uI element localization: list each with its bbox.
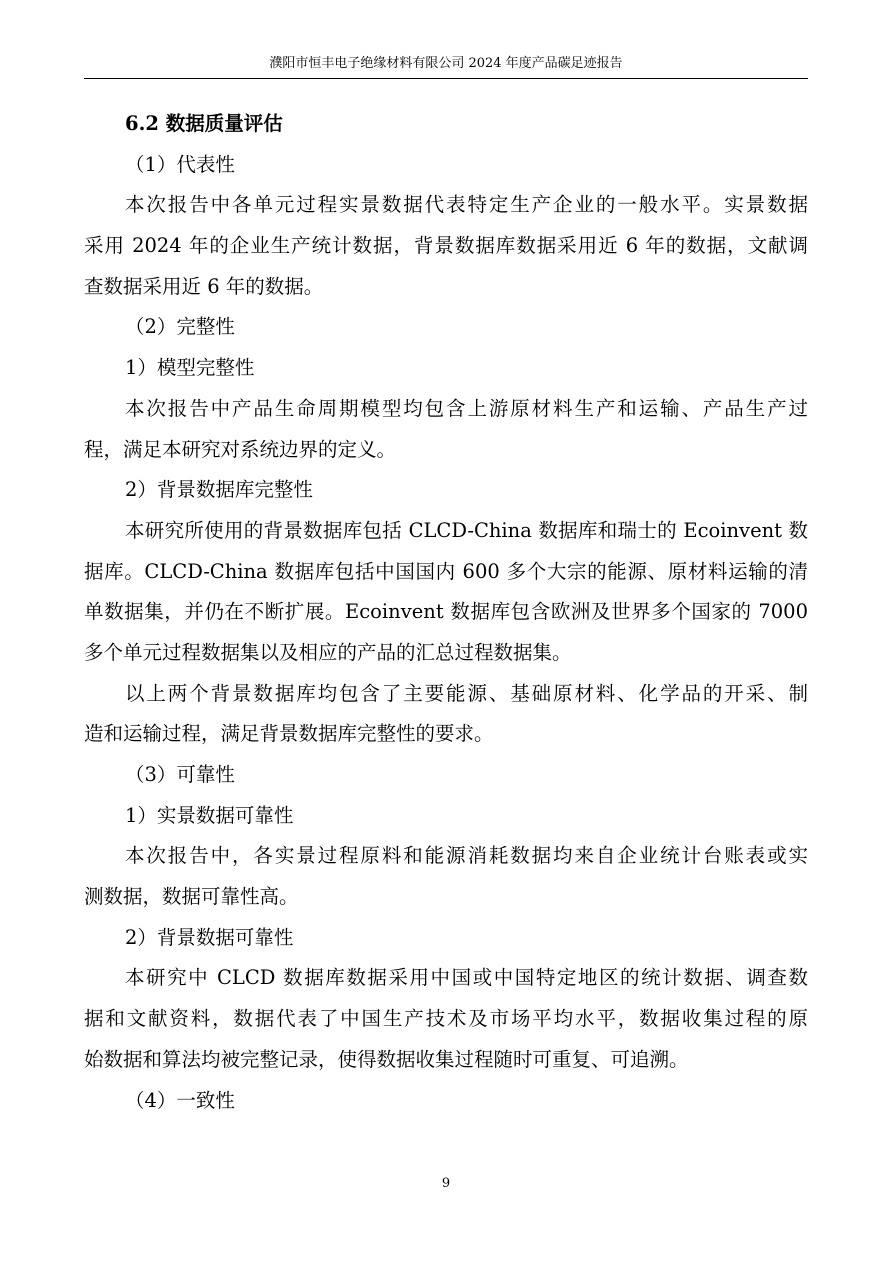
paragraph-line: 单数据集，并仍在不断扩展。Ecoinvent 数据库包含欧洲及世界多个国家的 7000 (84, 600, 808, 624)
section-heading: 6.2 数据质量评估 (125, 112, 283, 135)
paragraph-line: 程，满足本研究对系统边界的定义。 (84, 437, 397, 461)
subsection-heading-completeness: （2）完整性 (125, 315, 235, 339)
paragraph-line: 据库。CLCD-China 数据库包括中国国内 600 多个大宗的能源、原材料运输的清 (84, 559, 808, 583)
item-heading-field-data-reliability: 1）实景数据可靠性 (125, 803, 294, 827)
subsection-heading-representativeness: （1）代表性 (125, 152, 235, 176)
item-heading-model-completeness: 1）模型完整性 (125, 356, 255, 380)
paragraph-line: 本研究中 CLCD 数据库数据采用中国或中国特定地区的统计数据、调查数 (125, 966, 808, 990)
paragraph-line: 测数据，数据可靠性高。 (84, 885, 299, 909)
paragraph-line: 本次报告中产品生命周期模型均包含上游原材料生产和运输、产品生产过 (125, 396, 808, 420)
paragraph-line: 查数据采用近 6 年的数据。 (84, 274, 324, 298)
page-body (84, 104, 808, 1121)
paragraph-line: 本次报告中，各实景过程原料和能源消耗数据均来自企业统计台账表或实 (125, 844, 808, 868)
header-divider (84, 78, 808, 79)
paragraph-line: 多个单元过程数据集以及相应的产品的汇总过程数据集。 (84, 640, 572, 664)
subsection-heading-consistency: （4）一致性 (125, 1088, 235, 1112)
paragraph-line: 始数据和算法均被完整记录，使得数据收集过程随时可重复、可追溯。 (84, 1047, 689, 1071)
paragraph-line: 以上两个背景数据库均包含了主要能源、基础原材料、化学品的开采、制 (125, 681, 808, 705)
paragraph-line: 本研究所使用的背景数据库包括 CLCD-China 数据库和瑞士的 Ecoinvent 数 (125, 518, 808, 542)
paragraph-line: 采用 2024 年的企业生产统计数据，背景数据库数据采用近 6 年的数据，文献调 (84, 234, 808, 258)
subsection-heading-reliability: （3）可靠性 (125, 763, 235, 786)
page-number: 9 (441, 1176, 451, 1191)
item-heading-background-db-completeness: 2）背景数据库完整性 (125, 478, 313, 502)
item-heading-background-data-reliability: 2）背景数据可靠性 (125, 925, 294, 949)
running-header: 濮阳市恒丰电子绝缘材料有限公司 2024 年度产品碳足迹报告 (269, 56, 623, 71)
paragraph-line: 本次报告中各单元过程实景数据代表特定生产企业的一般水平。实景数据 (125, 193, 808, 217)
paragraph-line: 造和运输过程，满足背景数据库完整性的要求。 (84, 722, 494, 746)
paragraph-line: 据和文献资料，数据代表了中国生产技术及市场平均水平，数据收集过程的原 (84, 1007, 808, 1031)
